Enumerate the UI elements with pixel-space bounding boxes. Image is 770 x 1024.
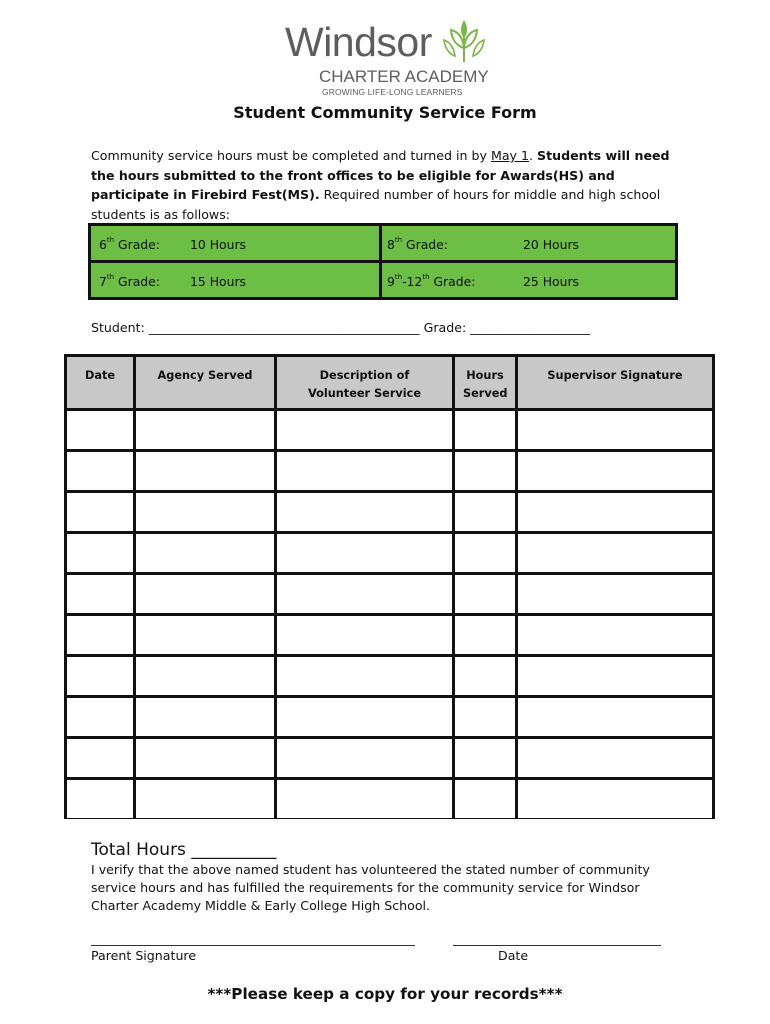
log-cell-hours[interactable] xyxy=(455,739,515,777)
log-cell-supervisor[interactable] xyxy=(518,534,712,572)
log-cell-date[interactable] xyxy=(67,575,133,613)
total-hours-line[interactable]: Total Hours __________ xyxy=(91,840,277,860)
verification-statement: I verify that the above named student has volunteered the stated number of community service hours and has fulfilled the requirements for the community service for Windsor Charter Academy Middle & Early College High School. xyxy=(91,862,650,913)
log-cell-date[interactable] xyxy=(67,493,133,531)
logo-tagline: GROWING LIFE-LONG LEARNERS xyxy=(322,87,463,97)
deadline-date: May 1 xyxy=(490,148,530,163)
service-log-table xyxy=(64,354,715,819)
log-cell-hours[interactable] xyxy=(455,616,515,654)
log-cell-date[interactable] xyxy=(67,780,133,818)
log-cell-description[interactable] xyxy=(277,534,452,572)
log-cell-description[interactable] xyxy=(277,698,452,736)
log-cell-hours[interactable] xyxy=(455,534,515,572)
log-cell-agency[interactable] xyxy=(136,657,274,695)
log-cell-date[interactable] xyxy=(67,534,133,572)
requirement-cell xyxy=(91,263,379,297)
parent-signature-line[interactable] xyxy=(91,945,415,946)
logo-wordmark: Windsor xyxy=(285,19,432,65)
grade-requirements-table xyxy=(88,223,678,300)
log-cell-hours[interactable] xyxy=(455,698,515,736)
log-cell-supervisor[interactable] xyxy=(518,657,712,695)
footer-note: ***Please keep a copy for your records*** xyxy=(207,985,563,1003)
log-cell-date[interactable] xyxy=(67,698,133,736)
log-cell-agency[interactable] xyxy=(136,575,274,613)
log-cell-agency[interactable] xyxy=(136,780,274,818)
requirement-hours: 20 Hours xyxy=(523,237,580,252)
log-cell-description[interactable] xyxy=(277,493,452,531)
log-cell-supervisor[interactable] xyxy=(518,780,712,818)
log-cell-hours[interactable] xyxy=(455,575,515,613)
log-cell-supervisor[interactable] xyxy=(518,739,712,777)
requirement-cell xyxy=(382,226,675,260)
log-cell-supervisor[interactable] xyxy=(518,452,712,490)
header-hours: Hours Served xyxy=(455,357,515,408)
log-cell-description[interactable] xyxy=(277,575,452,613)
requirement-hours: 10 Hours xyxy=(190,237,247,252)
intro-text-end: Required number of hours for middle and high school students is as follows: xyxy=(91,187,661,222)
header-agency: Agency Served xyxy=(136,357,274,408)
log-cell-supervisor[interactable] xyxy=(518,616,712,654)
intro-paragraph xyxy=(91,146,676,224)
log-cell-description[interactable] xyxy=(277,780,452,818)
log-cell-supervisor[interactable] xyxy=(518,493,712,531)
requirement-hours: 25 Hours xyxy=(523,274,580,289)
date-label: Date xyxy=(498,948,529,963)
log-cell-description[interactable] xyxy=(277,657,452,695)
log-cell-agency[interactable] xyxy=(136,493,274,531)
log-cell-agency[interactable] xyxy=(136,616,274,654)
requirement-grade: 8th Grade: xyxy=(387,236,448,252)
requirement-cell xyxy=(382,263,675,297)
log-cell-hours[interactable] xyxy=(455,780,515,818)
log-cell-agency[interactable] xyxy=(136,411,274,449)
student-grade-line[interactable]: Student: ___________________________________________ Grade: ___________________ xyxy=(91,320,590,335)
log-cell-date[interactable] xyxy=(67,739,133,777)
log-cell-agency[interactable] xyxy=(136,452,274,490)
log-cell-description[interactable] xyxy=(277,411,452,449)
log-cell-date[interactable] xyxy=(67,616,133,654)
log-cell-supervisor[interactable] xyxy=(518,411,712,449)
log-cell-date[interactable] xyxy=(67,452,133,490)
leaf-logo-icon xyxy=(441,18,487,64)
requirement-hours: 15 Hours xyxy=(190,274,247,289)
header-description: Description of Volunteer Service xyxy=(277,357,452,408)
date-line[interactable] xyxy=(453,945,661,946)
log-cell-hours[interactable] xyxy=(455,411,515,449)
log-cell-description[interactable] xyxy=(277,452,452,490)
log-cell-supervisor[interactable] xyxy=(518,698,712,736)
log-cell-date[interactable] xyxy=(67,411,133,449)
intro-bold-note: Students will need the hours submitted to the front offices to be eligible for Awards(HS) and participate in Firebird Fest(MS). xyxy=(91,148,670,202)
log-cell-hours[interactable] xyxy=(455,657,515,695)
log-cell-date[interactable] xyxy=(67,657,133,695)
header-supervisor: Supervisor Signature xyxy=(518,357,712,408)
log-cell-supervisor[interactable] xyxy=(518,575,712,613)
log-cell-description[interactable] xyxy=(277,616,452,654)
form-title: Student Community Service Form xyxy=(233,103,537,122)
requirement-grade: 6th Grade: xyxy=(99,236,160,252)
logo-subtitle: CHARTER ACADEMY xyxy=(319,67,489,86)
log-cell-hours[interactable] xyxy=(455,452,515,490)
requirement-cell xyxy=(91,226,379,260)
log-cell-agency[interactable] xyxy=(136,698,274,736)
intro-punct: . xyxy=(529,148,538,163)
intro-text: Community service hours must be completed and turned in by xyxy=(91,148,491,163)
log-cell-hours[interactable] xyxy=(455,493,515,531)
log-cell-agency[interactable] xyxy=(136,739,274,777)
header-date: Date xyxy=(67,357,133,408)
log-cell-description[interactable] xyxy=(277,739,452,777)
parent-signature-label: Parent Signature xyxy=(91,948,197,963)
requirement-grade: 7th Grade: xyxy=(99,273,160,289)
requirement-grade: 9th-12th Grade: xyxy=(387,273,476,289)
log-cell-agency[interactable] xyxy=(136,534,274,572)
